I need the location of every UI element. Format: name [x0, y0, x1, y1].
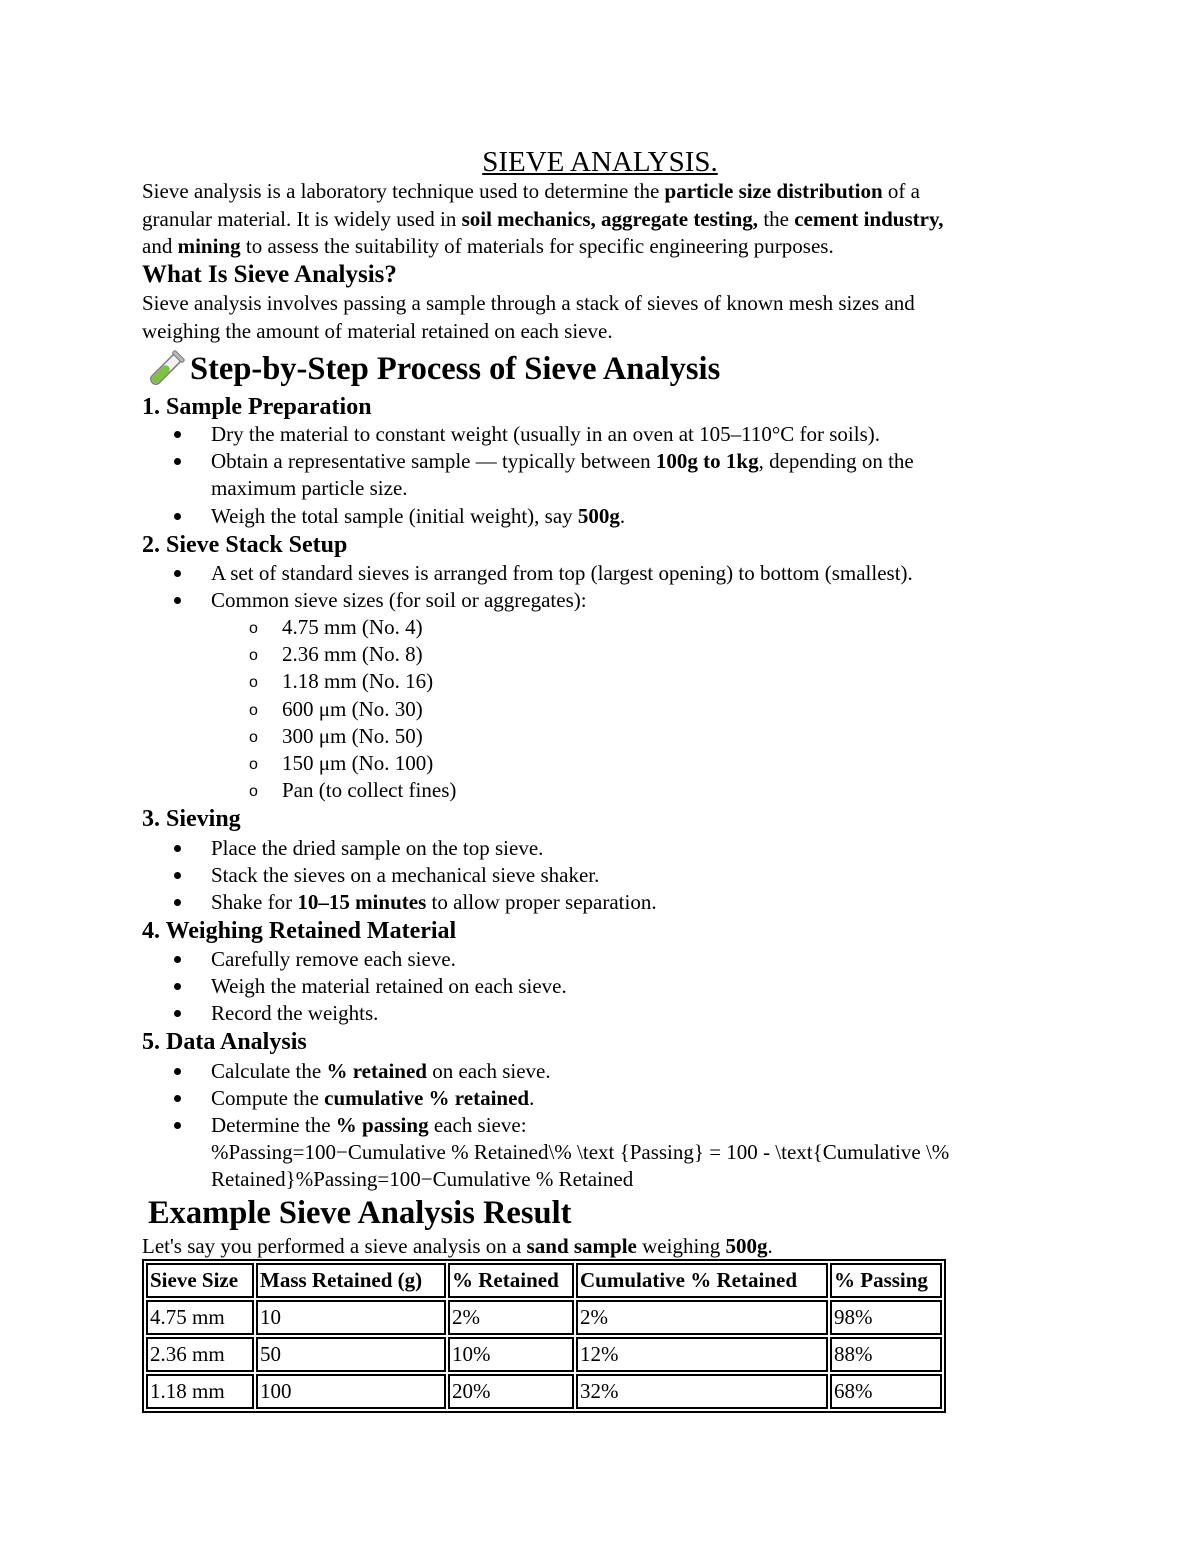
table-header-cell: Sieve Size	[146, 1263, 254, 1298]
step5-bullet-2: Compute the cumulative % retained.	[211, 1086, 535, 1110]
bullet-icon	[174, 597, 181, 604]
bullet-icon	[174, 956, 181, 963]
step3-bullet-1: Place the dried sample on the top sieve.	[211, 836, 544, 860]
sub-bullet-marker: o	[249, 783, 258, 800]
intro-line-3: and mining to assess the suitability of materials for specific engineering purposes.	[142, 234, 834, 258]
sub-bullet-marker: o	[249, 620, 258, 637]
step5-bullet-3: Determine the % passing each sieve:	[211, 1113, 527, 1137]
step2-bullet-1: A set of standard sieves is arranged from top (largest opening) to bottom (smallest).	[211, 561, 913, 585]
sub-bullet-marker: o	[249, 729, 258, 746]
sieve-size-item: 4.75 mm (No. 4)	[282, 615, 423, 639]
step1-heading: 1. Sample Preparation	[142, 394, 372, 420]
step2-bullet-2: Common sieve sizes (for soil or aggregates):	[211, 588, 587, 612]
bullet-icon	[174, 1095, 181, 1102]
bullet-icon	[174, 458, 181, 465]
sieve-size-item: Pan (to collect fines)	[282, 778, 457, 802]
test-tube-icon	[144, 349, 186, 391]
step4-heading: 4. Weighing Retained Material	[142, 918, 457, 944]
step1-bullet-1: Dry the material to constant weight (usually in an oven at 105–110°C for soils).	[211, 422, 880, 446]
step4-bullet-1: Carefully remove each sieve.	[211, 947, 456, 971]
step3-heading: 3. Sieving	[142, 806, 241, 832]
table-row	[146, 1374, 942, 1409]
step4-bullet-2: Weigh the material retained on each sieve.	[211, 974, 567, 998]
table-cell: 1.18 mm	[146, 1374, 254, 1409]
bullet-icon	[174, 845, 181, 852]
sieve-size-item: 600 μm (No. 30)	[282, 697, 423, 721]
table-cell: 2%	[448, 1300, 574, 1335]
example-heading: Example Sieve Analysis Result	[148, 1195, 572, 1231]
step2-heading: 2. Sieve Stack Setup	[142, 532, 348, 558]
sieve-size-item: 1.18 mm (No. 16)	[282, 669, 434, 693]
table-row	[146, 1300, 942, 1335]
example-intro: Let's say you performed a sieve analysis on a sand sample weighing 500g.	[142, 1234, 773, 1258]
bullet-icon	[174, 1068, 181, 1075]
intro-line-1: Sieve analysis is a laboratory technique used to determine the particle size distribution of a	[142, 179, 920, 203]
bullet-icon	[174, 431, 181, 438]
bullet-icon	[174, 899, 181, 906]
bullet-icon	[174, 513, 181, 520]
sub-bullet-marker: o	[249, 702, 258, 719]
bullet-icon	[174, 1010, 181, 1017]
formula-line-2: Retained}%Passing=100−Cumulative % Retained	[211, 1167, 634, 1191]
what-body-line-2: weighing the amount of material retained on each sieve.	[142, 319, 613, 343]
table-cell: 50	[256, 1337, 446, 1372]
page-title: SIEVE ANALYSIS.	[482, 146, 718, 178]
table-header-cell: % Retained	[448, 1263, 574, 1298]
step1-bullet-2: Obtain a representative sample — typically between 100g to 1kg, depending on the	[211, 449, 914, 473]
table-cell: 2.36 mm	[146, 1337, 254, 1372]
table-cell: 98%	[830, 1300, 942, 1335]
step1-bullet-3: Weigh the total sample (initial weight), say 500g.	[211, 504, 626, 528]
intro-line-2: granular material. It is widely used in soil mechanics, aggregate testing, the cement industry,	[142, 207, 944, 231]
table-header-cell: Mass Retained (g)	[256, 1263, 446, 1298]
table-cell: 2%	[576, 1300, 828, 1335]
bullet-icon	[174, 570, 181, 577]
what-body-line-1: Sieve analysis involves passing a sample through a stack of sieves of known mesh sizes and	[142, 291, 915, 315]
table-cell: 4.75 mm	[146, 1300, 254, 1335]
sub-bullet-marker: o	[249, 674, 258, 691]
bullet-icon	[174, 872, 181, 879]
table-cell: 12%	[576, 1337, 828, 1372]
table-cell: 20%	[448, 1374, 574, 1409]
step4-bullet-3: Record the weights.	[211, 1001, 379, 1025]
sub-bullet-marker: o	[249, 756, 258, 773]
step5-bullet-1: Calculate the % retained on each sieve.	[211, 1059, 551, 1083]
table-cell: 10%	[448, 1337, 574, 1372]
table-cell: 100	[256, 1374, 446, 1409]
results-table	[142, 1259, 946, 1413]
table-header-cell: % Passing	[830, 1263, 942, 1298]
sieve-size-item: 300 μm (No. 50)	[282, 724, 423, 748]
sieve-size-item: 150 μm (No. 100)	[282, 751, 434, 775]
step1-bullet-2-cont: maximum particle size.	[211, 476, 408, 500]
bullet-icon	[174, 983, 181, 990]
process-heading: Step-by-Step Process of Sieve Analysis	[190, 351, 721, 387]
what-heading: What Is Sieve Analysis?	[142, 261, 397, 288]
bullet-icon	[174, 1122, 181, 1129]
table-row	[146, 1337, 942, 1372]
step3-bullet-3: Shake for 10–15 minutes to allow proper separation.	[211, 890, 657, 914]
table-cell: 68%	[830, 1374, 942, 1409]
sub-bullet-marker: o	[249, 647, 258, 664]
step3-bullet-2: Stack the sieves on a mechanical sieve shaker.	[211, 863, 600, 887]
table-header-cell: Cumulative % Retained	[576, 1263, 828, 1298]
sieve-size-item: 2.36 mm (No. 8)	[282, 642, 423, 666]
formula-line-1: %Passing=100−Cumulative % Retained\% \text {Passing} = 100 - \text{Cumulative \%	[211, 1140, 950, 1164]
table-header-row	[146, 1263, 942, 1298]
table-cell: 88%	[830, 1337, 942, 1372]
table-cell: 32%	[576, 1374, 828, 1409]
step5-heading: 5. Data Analysis	[142, 1029, 307, 1055]
table-cell: 10	[256, 1300, 446, 1335]
